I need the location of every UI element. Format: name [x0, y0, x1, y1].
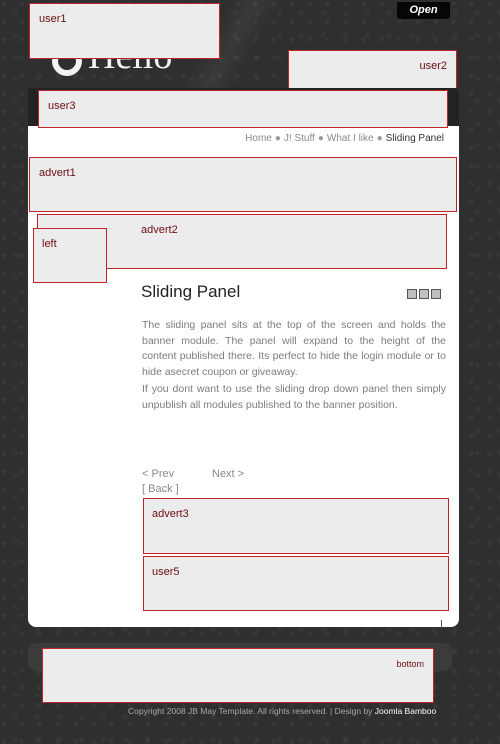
- article-tools: [407, 286, 443, 304]
- print-icon[interactable]: [419, 289, 429, 299]
- module-left: [33, 228, 107, 283]
- next-link[interactable]: Next >: [212, 468, 245, 480]
- module-user5-label: user5: [152, 566, 180, 578]
- designer-link[interactable]: Joomla Bamboo: [374, 706, 437, 716]
- module-user2-label: user2: [419, 60, 447, 72]
- module-user1: [29, 3, 220, 59]
- module-advert1: [29, 157, 457, 212]
- back-link[interactable]: [ Back ]: [142, 483, 179, 495]
- breadcrumb-current: Sliding Panel: [385, 133, 444, 144]
- article-paragraph: The sliding panel sits at the top of the screen and holds the banner module. The panel will expand to the height of the content published there. Its perfect to hide the login module or to hide asecret coupon or giveaway.: [142, 319, 446, 378]
- module-advert3-label: advert3: [152, 508, 189, 520]
- footer-copyright: [128, 706, 436, 716]
- breadcrumb: [245, 133, 444, 144]
- open-panel-tab[interactable]: Open: [397, 2, 450, 19]
- breadcrumb-separator: ●: [274, 133, 281, 144]
- article-paragraph: If you dont want to use the sliding drop down panel then simply unpublish all modules published to the banner position.: [142, 383, 446, 411]
- module-user3-label: user3: [48, 100, 76, 112]
- breadcrumb-home-link[interactable]: Home: [245, 133, 272, 144]
- article-title: Sliding Panel: [141, 282, 241, 301]
- scroll-marker: [441, 620, 442, 628]
- module-user2: [288, 50, 457, 90]
- prev-link[interactable]: < Prev: [142, 468, 175, 480]
- breadcrumb-separator: ●: [317, 133, 324, 144]
- module-user5: [143, 556, 449, 611]
- copyright-text: Copyright 2008 JB May Template. All rights reserved. | Design by: [128, 706, 375, 716]
- module-left-label: left: [42, 238, 57, 250]
- breadcrumb-jstuff-link[interactable]: J! Stuff: [283, 133, 315, 144]
- module-bottom: [42, 648, 434, 703]
- breadcrumb-separator: ●: [376, 133, 383, 144]
- breadcrumb-whatilike-link[interactable]: What I like: [326, 133, 374, 144]
- module-advert2-label: advert2: [141, 224, 178, 236]
- module-advert1-label: advert1: [39, 167, 76, 179]
- email-icon[interactable]: [431, 289, 441, 299]
- module-bottom-label: bottom: [396, 659, 424, 669]
- pdf-icon[interactable]: [407, 289, 417, 299]
- module-user3: [38, 90, 448, 128]
- module-advert3: [143, 498, 449, 554]
- module-user1-label: user1: [39, 13, 67, 25]
